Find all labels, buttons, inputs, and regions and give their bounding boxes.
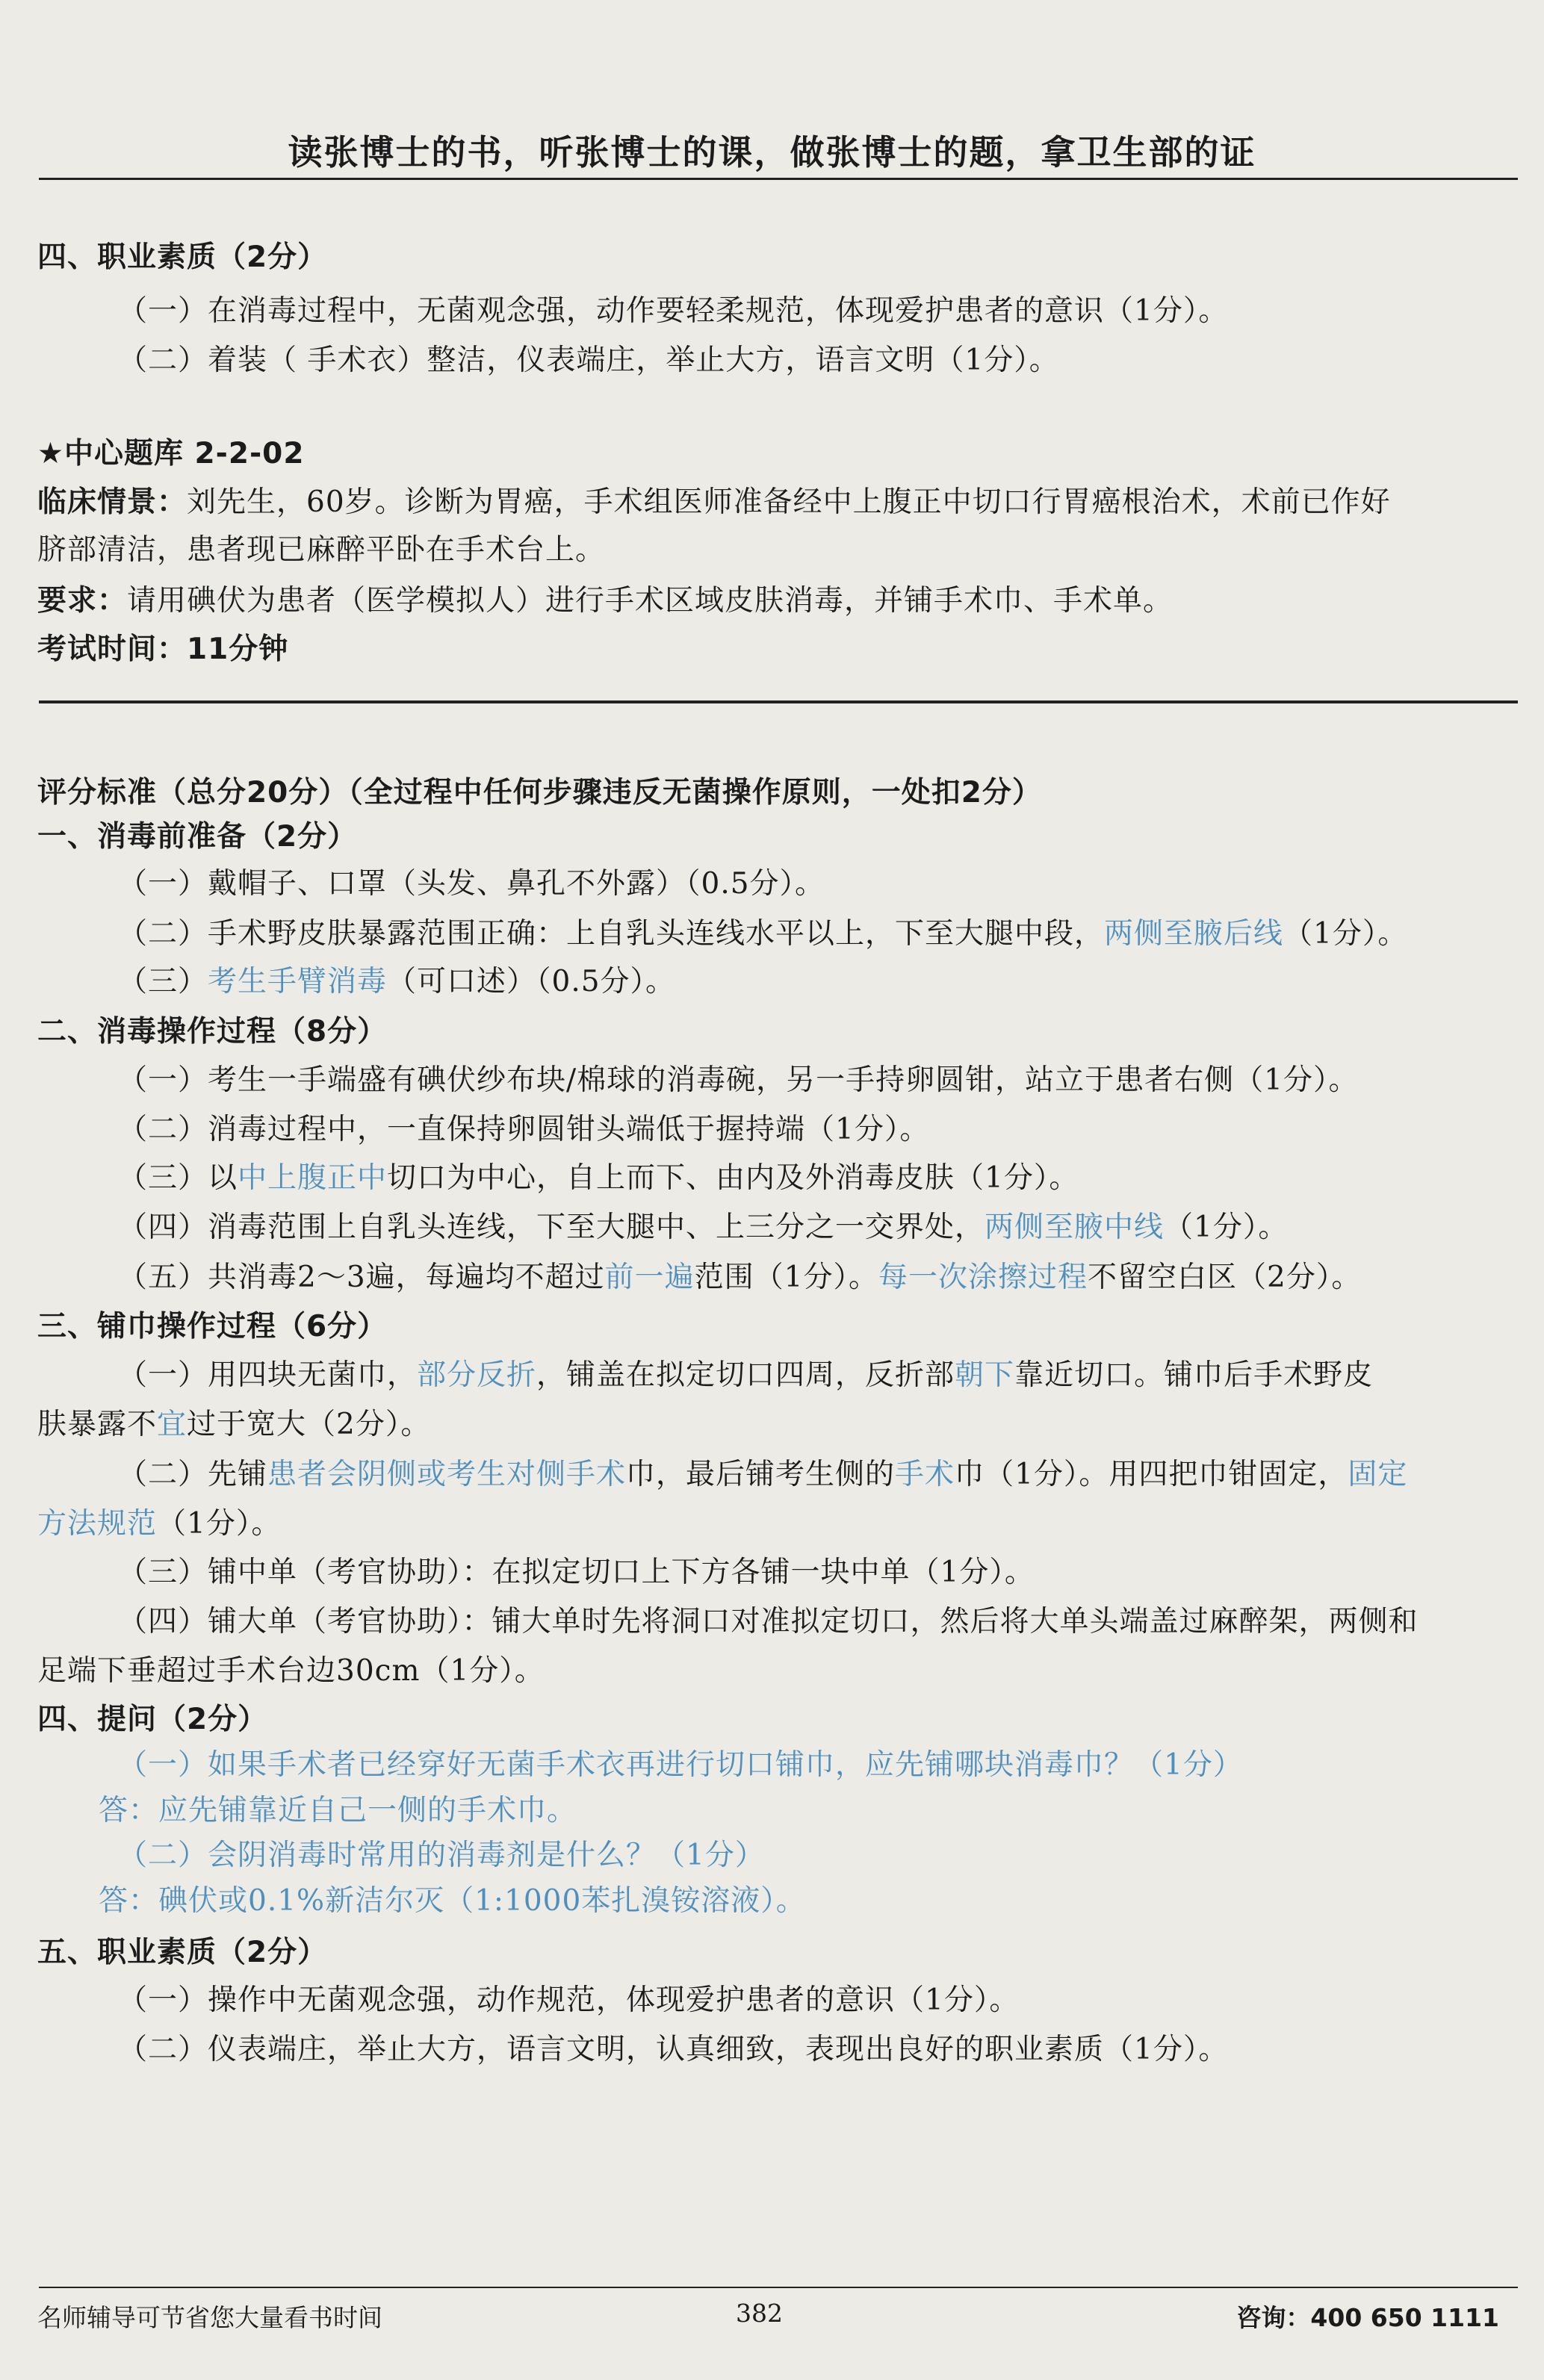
s3-item-4-line-1: （四）铺大单（考官协助）：铺大单时先将洞口对准拟定切口，然后将大单头端盖过麻醉架，两侧和 (118, 1605, 1419, 1638)
s3-item-2-note-2: 手术 (895, 1458, 955, 1491)
s2-item-5-text: （五）共消毒2～3遍，每遍均不超过 (118, 1261, 605, 1294)
footer-slogan: 名师辅导可节省您大量看书时间 (37, 2303, 382, 2332)
s2-item-1: （一）考生一手端盛有碘伏纱布块/棉球的消毒碗，另一手持卵圆钳，站立于患者右侧（1分）。 (118, 1063, 1359, 1097)
scenario-text-1: 刘先生，60岁。诊断为胃癌，手术组医师准备经中上腹正中切口行胃癌根治术，术前已作好 (187, 485, 1391, 519)
section-4-heading: 四、提问（2分） (37, 1703, 268, 1736)
s3-item-1-text-2: ，铺盖在拟定切口四周，反折部 (536, 1358, 955, 1392)
s2-item-5-text-3: 不留空白区（2分）。 (1088, 1261, 1362, 1294)
requirement-label: 要求： (37, 584, 128, 618)
s4-question-2: （二）会阴消毒时常用的消毒剂是什么？（1分） (118, 1839, 765, 1872)
s1-item-3 (118, 963, 675, 1001)
s2-item-3-num: （三）以 (118, 1161, 238, 1195)
s3-item-2-note-4: 方法规范 (37, 1507, 158, 1541)
case-exam-time: 考试时间：11分钟 (37, 633, 289, 666)
criteria-title: 评分标准（总分20分）（全过程中任何步骤违反无菌操作原则，一处扣2分） (37, 776, 1042, 810)
s3-item-2-text-2: 巾，最后铺考生侧的 (626, 1458, 896, 1491)
scenario-label: 临床情景： (37, 485, 187, 519)
s3-item-2-note-3: 固定 (1348, 1458, 1408, 1491)
s4-answer-2: 答：碘伏或0.1%新洁尔灭（1:1000苯扎溴铵溶液）。 (99, 1884, 806, 1918)
footer-rule (39, 2287, 1518, 2288)
s2-item-3-note: 中上腹正中 (238, 1161, 388, 1195)
prev-section-heading: 四、职业素质（2分） (37, 240, 328, 274)
s3-item-4-line-2: 足端下垂超过手术台边30cm（1分）。 (37, 1654, 545, 1688)
section-1-heading: 一、消毒前准备（2分） (37, 820, 358, 854)
s3-item-3: （三）铺中单（考官协助）：在拟定切口上下方各铺一块中单（1分）。 (118, 1556, 1035, 1589)
s3-item-1-note-3: 宜 (157, 1408, 187, 1441)
s3-item-1-text-4: 肤暴露不 (37, 1408, 158, 1441)
s2-item-4-text: （四）消毒范围上自乳头连线，下至大腿中、上三分之一交界处， (118, 1211, 985, 1244)
s2-item-5 (118, 1259, 1361, 1296)
s3-item-2-text-3: 巾（1分）。用四把巾钳固定， (955, 1458, 1348, 1491)
s4-question-1: （一）如果手术者已经穿好无菌手术衣再进行切口铺巾，应先铺哪块消毒巾？（1分） (118, 1748, 1243, 1782)
section-5-heading: 五、职业素质（2分） (37, 1936, 328, 1969)
s2-item-4-score: （1分）。 (1164, 1211, 1289, 1244)
s5-item-2: （二）仪表端庄，举止大方，语言文明，认真细致，表现出良好的职业素质（1分）。 (118, 2033, 1229, 2066)
section-2-heading: 二、消毒操作过程（8分） (37, 1015, 388, 1048)
case-divider (39, 700, 1518, 703)
s3-item-1-text-3: 靠近切口。铺巾后手术野皮 (1014, 1358, 1374, 1392)
prev-item-1: （一）在消毒过程中，无菌观念强，动作要轻柔规范，体现爱护患者的意识（1分）。 (118, 294, 1229, 328)
s1-item-3-note: 考生手臂消毒 (208, 965, 388, 998)
section-3-heading: 三、铺巾操作过程（6分） (37, 1310, 388, 1343)
page-header-title: 读张博士的书，听张博士的课，做张博士的题，拿卫生部的证 (288, 132, 1256, 173)
s1-item-2-note: 两侧至腋后线 (1104, 917, 1284, 951)
s3-item-2-line-2 (37, 1506, 281, 1543)
s1-item-1: （一）戴帽子、口罩（头发、鼻孔不外露）（0.5分）。 (118, 867, 825, 901)
s3-item-2-note-1: 患者会阴侧或考生对侧手术 (267, 1458, 627, 1491)
s3-item-2-line-1 (118, 1456, 1407, 1494)
s3-item-1-note-1: 部分反折 (417, 1358, 537, 1392)
header-rule (39, 178, 1518, 180)
case-scenario-line-2: 脐部清洁，患者现已麻醉平卧在手术台上。 (37, 533, 606, 567)
s2-item-3-text: 切口为中心，自上而下、由内及外消毒皮肤（1分）。 (387, 1161, 1079, 1195)
s2-item-5-note-1: 前一遍 (604, 1261, 695, 1294)
s2-item-4 (118, 1209, 1288, 1246)
s4-answer-1: 答：应先铺靠近自己一侧的手术巾。 (99, 1794, 577, 1827)
s2-item-3 (118, 1160, 1079, 1197)
s3-item-2-score: （1分）。 (157, 1507, 282, 1541)
s1-item-3-num: （三） (118, 965, 208, 998)
s3-item-2-text: （二）先铺 (118, 1458, 268, 1491)
footer-contact: 咨询：400 650 1111 (1236, 2303, 1499, 2332)
s3-item-1-note-2: 朝下 (955, 1358, 1015, 1392)
page-number: 382 (736, 2299, 783, 2328)
s2-item-5-note-2: 每一次涂擦过程 (878, 1261, 1088, 1294)
s3-item-1-text: （一）用四块无菌巾， (118, 1358, 418, 1392)
s1-item-2-text: （二）手术野皮肤暴露范围正确：上自乳头连线水平以上，下至大腿中段， (118, 917, 1105, 951)
s1-item-2 (118, 916, 1407, 953)
s2-item-4-note: 两侧至腋中线 (985, 1211, 1165, 1244)
s2-item-2: （二）消毒过程中，一直保持卵圆钳头端低于握持端（1分）。 (118, 1113, 930, 1146)
requirement-text: 请用碘伏为患者（医学模拟人）进行手术区域皮肤消毒，并铺手术巾、手术单。 (127, 584, 1173, 618)
s1-item-3-text: （可口述）（0.5分）。 (387, 965, 676, 998)
prev-item-2: （二）着装（ 手术衣）整洁，仪表端庄，举止大方，语言文明（1分）。 (118, 344, 1059, 377)
s1-item-2-score: （1分）。 (1283, 917, 1408, 951)
s2-item-5-text-2: 范围（1分）。 (694, 1261, 878, 1294)
case-requirement (37, 582, 1173, 620)
s3-item-1-line-1 (118, 1357, 1373, 1394)
case-id: ★中心题库 2-2-02 (37, 437, 305, 470)
case-scenario-line-1 (37, 484, 1391, 521)
s3-item-1-line-2 (37, 1406, 430, 1444)
s3-item-1-score: 过于宽大（2分）。 (187, 1408, 431, 1441)
s5-item-1: （一）操作中无菌观念强，动作规范，体现爱护患者的意识（1分）。 (118, 1983, 1020, 2017)
